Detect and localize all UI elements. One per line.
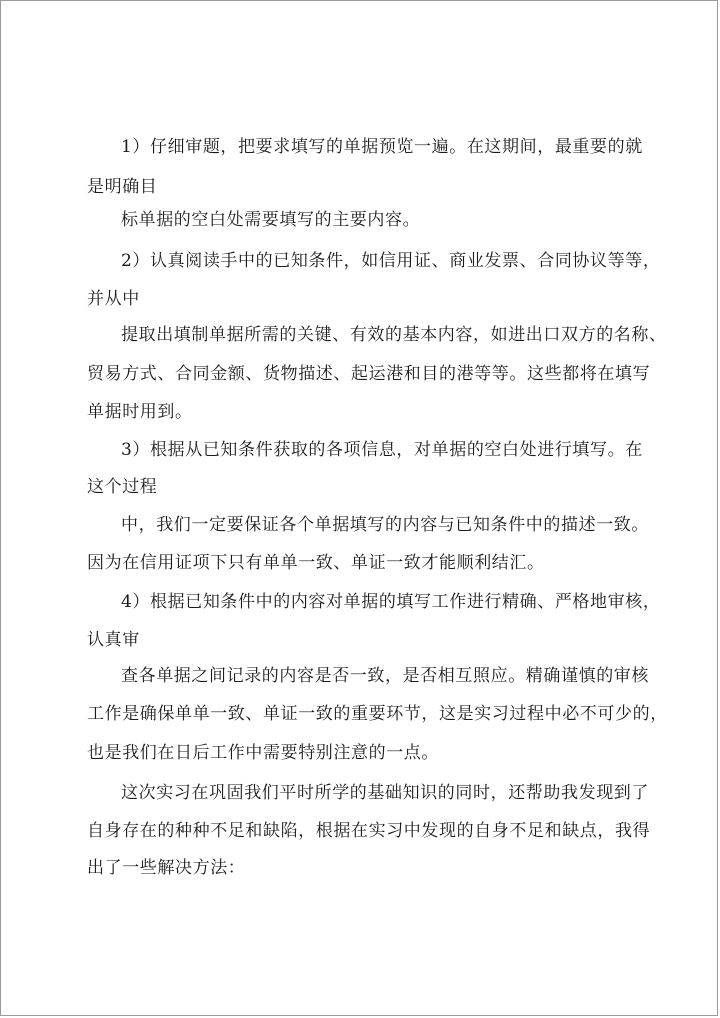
text-line: 认真审	[87, 630, 140, 650]
text-line: 4）根据已知条件中的内容对单据的填写工作进行精确、严格地审核，	[121, 592, 661, 612]
text-line: 这次实习在巩固我们平时所学的基础知识的同时，还帮助我发现到了	[121, 783, 649, 803]
text-line: 因为在信用证项下只有单单一致、单证一致才能顺利结汇。	[87, 553, 545, 573]
text-line: 3）根据从已知条件获取的各项信息，对单据的空白处进行填写。在	[121, 440, 643, 460]
text-line: 单据时用到。	[87, 402, 193, 422]
text-line: 2）认真阅读手中的已知条件，如信用证、商业发票、合同协议等等，	[121, 251, 661, 271]
text-line: 中，我们一定要保证各个单据填写的内容与已知条件中的描述一致。	[121, 515, 649, 535]
text-line: 贸易方式、合同金额、货物描述、起运港和目的港等等。这些都将在填写	[87, 364, 651, 384]
text-line: 是明确目	[87, 177, 158, 197]
text-line: 工作是确保单单一致、单证一致的重要环节，这是实习过程中必不可少的，	[87, 704, 668, 724]
text-line: 这个过程	[87, 477, 158, 497]
text-line: 出了一些解决方法：	[87, 858, 246, 878]
text-line: 1）仔细审题，把要求填写的单据预览一遍。在这期间，最重要的就	[121, 137, 643, 157]
text-line: 并从中	[87, 289, 140, 309]
text-line: 也是我们在日后工作中需要特别注意的一点。	[87, 743, 439, 763]
text-line: 标单据的空白处需要填写的主要内容。	[121, 210, 421, 230]
text-line: 自身存在的种种不足和缺陷，根据在实习中发现的自身不足和缺点，我得	[87, 821, 651, 841]
text-line: 提取出填制单据所需的关键、有效的基本内容，如进出口双方的名称、	[121, 325, 667, 345]
text-line: 查各单据之间记录的内容是否一致，是否相互照应。精确谨慎的审核	[121, 666, 649, 686]
